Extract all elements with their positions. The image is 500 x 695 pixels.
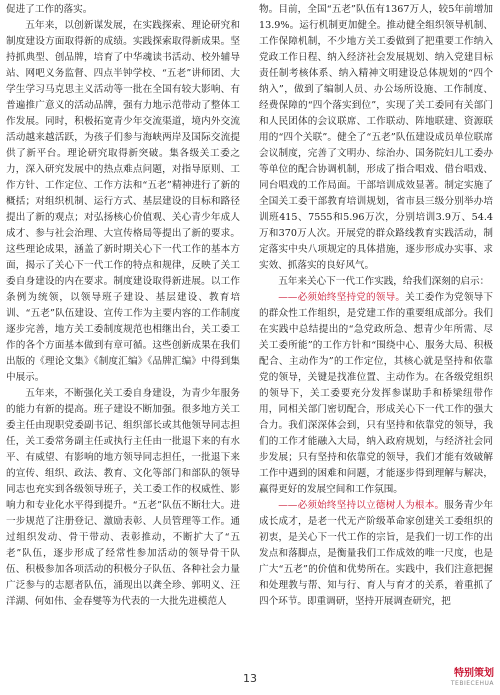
body-paragraph: 物。目前，全国“五老”队伍有1367万人，较5年前增加13.9%。运行机制更加健全。推动健全组织领导机制、工作保障机制，不少地方关工委做到了把重要工作纳入党政工作日程、纳入经济社会发展规划、纳入党建目标责任制考核体系、纳入精神文明建设总体规划的“四个纳入”，做到了编制人员、办公场所设施、工作制度、经费保障的“四个落实到位”，实现了关工委同有关部门和人民团体的会议联席、工作联动、阵地联建、资源联用的“四个关联”。健全了“五老”队伍建设成员单位联席会议制度，完善了文明办、综治办、国务院妇儿工委办等单位的配合协调机制，形成了指合唱戏、借台唱戏、同台唱戏的工作局面。干部培训成效显著。制定实施了全国关工委干部教育培训规划，省市县三级分别举办培训班415、7555和5.96万次，分别培训3.9万、54.4万和370万人次。开展党的群众路线教育实践活动，制定落实中央八项规定的具体措施，逐步形成办实事、求实效、抓落实的良好风气。	[259, 4, 493, 271]
highlight-heading: ——必须始终坚持党的领导。	[278, 292, 406, 303]
brand-title: 特别策划	[454, 668, 494, 679]
highlight-heading: ——必须始终坚持以立德树人为根本。	[278, 500, 445, 511]
body-paragraph: 五年来，不断强化关工委自身建设，为青少年服务的能力有新的提高。班子建设不断加强。很多地方关工委主任由现职党委副书记、组织部长或其他领导同志担任，关工委常务副主任或执行主任由一批退下来的有水平、有威望、有影响的地方领导同志担任，一批退下来的宣传、组织、政法、教育、文化等部门和部队的领导同志也充实到各级领导班子，关工委工作的权威性、影响力和专业化水平得到提升。“五老”队伍不断壮大。进一步规范了注册登记、激励表彰、人员管理等工作。通过组织发动、骨干带动、表彰推动，不断扩大了“五老”队伍，逐步形成了经常性参加活动的领导骨干队伍、积极参加各项活动的积极分子队伍、各种社会力量广泛参与的志愿者队伍，涌现出以龚全珍、郭明义、汪洋湖、何如伟、金春燮等为代表的一大批先进模范人	[6, 388, 240, 607]
body-paragraph	[259, 498, 493, 610]
body-text: 服务青少年成长成才，是老一代无产阶级革命家创建关工委组织的初衷，是关心下一代工作的宗旨，是我们一切工作的出发点和落脚点，是衡量我们工作成效的唯一尺度，也是广大“五老”的价值和优势所在。实践中，我们注意把握和处理教与帮、知与行、育人与育才的关系，着重抓了四个环节。即重调研，坚持开展调查研究，把	[259, 500, 493, 607]
body-paragraph: 促进了工作的落实。	[6, 4, 93, 15]
body-text: 关工委作为党领导下的群众性工作组织，是党建工作的重要组成部分。我们在实践中总结提出的“急党政所急、想青少年所需、尽关工委所能”的工作方针和“围绕中心、服务大局、积极配合、主动作为”的工作定位，其核心就是坚持和依靠党的领导，关键是找准位置、主动作为。在各级党组织的领导下，关工委要充分发挥参谋助手和桥梁纽带作用，同相关部门密切配合，形成关心下一代工作的强大合力。我们深深体会到，只有坚持和依靠党的领导，我们的工作才能融入大局，纳入政府规划，与经济社会同步发展；只有坚持和依靠党的领导，我们才能有效破解工作中遇到的困难和问题，才能逐步得到理解与解决，赢得更好的发展空间和工作氛围。	[259, 292, 493, 495]
section-brand	[451, 668, 494, 688]
right-column	[259, 2, 493, 610]
body-paragraph: 五年来关心下一代工作实践，给我们深刻的启示：	[278, 276, 490, 287]
body-paragraph	[259, 290, 493, 498]
body-paragraph: 五年来，以创新谋发展，在实践探索、理论研究和制度建设方面取得新的成绩。实践探索取得新成果。坚持抓典型、创品牌，培育了中华魂读书活动、校外辅导站、网吧义务监督、四点半钟学校、“五老”讲师团、大学生学习马克思主义活动等一批在全国有较大影响、有普遍推广意义的活动品牌，强有力地示范带动了整体工作发展。同时，积极拓宽青少年交流渠道，境内外交流活动越来越活跃，为孩子们参与海峡两岸及国际交流提供了新平台。理论研究取得新突破。集各级关工委之力，深入研究发展中的热点难点问题，对指导原则、工作方针、工作定位、工作方法和“五老”精神进行了新的概括；对组织机制、运行方式、基层建设的目标和路径提出了新的观点；对弘扬核心价值观、关心青少年成人成才、参与社会治理、大宣传格局等提出了新的要求。这些理论成果，涵盖了新时期关心下一代工作的基本方面，揭示了关心下一代工作的特点和规律，反映了关工委自身建设的内在要求。制度建设取得新进展。以工作条例为统领，以领导班子建设、基层建设、教育培训、“五老”队伍建设、宣传工作为主要内容的工作制度逐步完善，地方关工委制度规范也相继出台，关工委工作的各个方面基本做到有章可循。这些创新成果在我们出版的《理论文集》《制度汇编》《品牌汇编》中得到集中展示。	[6, 20, 240, 383]
brand-subtitle: TEBIECEHUA	[450, 680, 494, 687]
page-number: 13	[243, 672, 257, 685]
left-column	[6, 2, 240, 610]
